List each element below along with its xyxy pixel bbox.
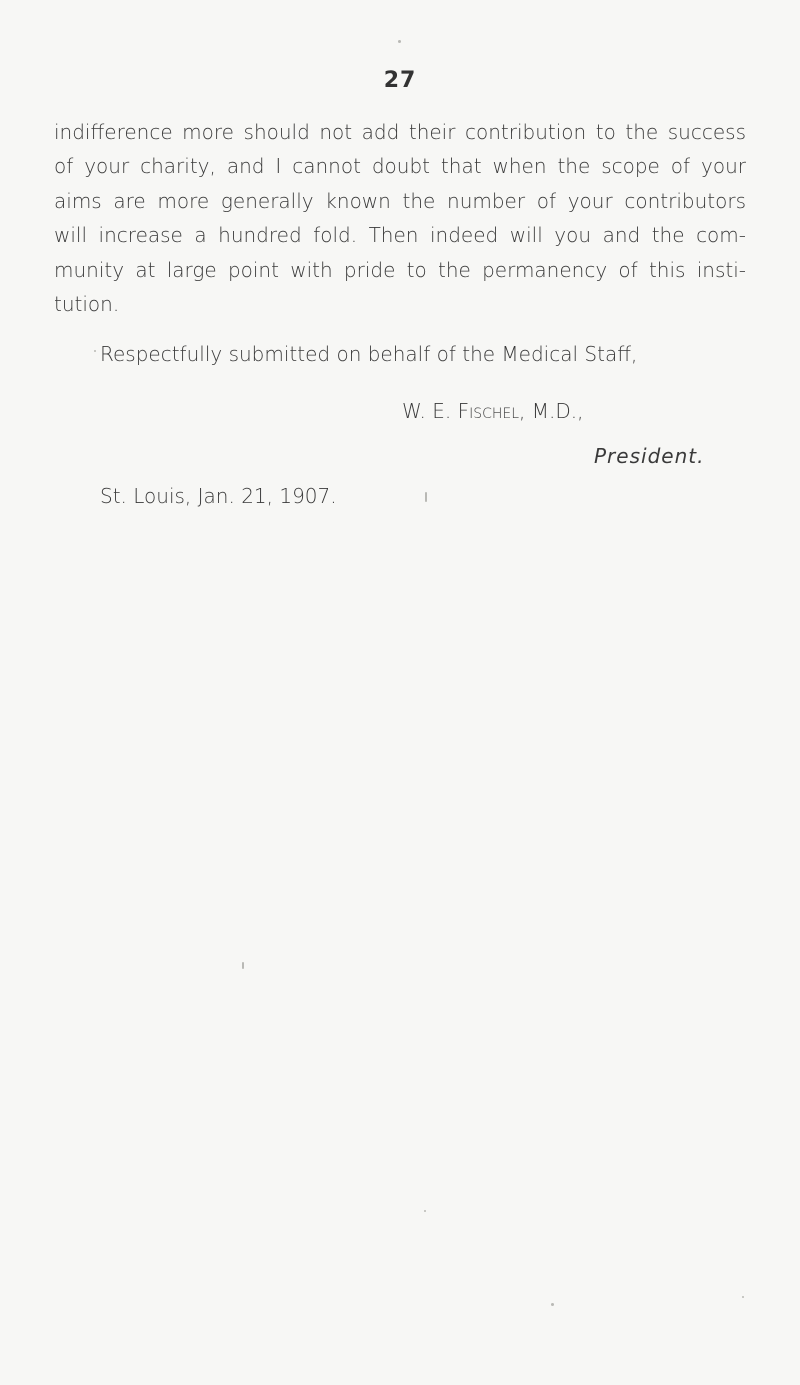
paragraph-line: munity at large point with pride to the permanency of this insti- [54,258,746,282]
scan-speck [424,1210,426,1212]
signatory-initials: W. E. [402,399,452,423]
paragraph-line: aims are more generally known the number of your contributors [54,189,746,213]
scan-speck [742,1296,744,1298]
signature-line [402,397,583,425]
scan-speck [398,40,401,43]
scan-speck [551,1303,554,1306]
page-number: 27 [383,68,417,93]
signatory-surname: Fischel, [457,399,526,423]
scan-speck [425,492,427,502]
paragraph-line: will increase a hundred fold. Then indeed will you and the com- [54,223,746,247]
paragraph-line: tution. [54,292,120,316]
paragraph-line: of your charity, and I cannot doubt that when the scope of your [54,154,746,178]
signatory-title: President. [594,444,705,468]
signatory-degree: M.D., [531,399,584,423]
paragraph-line: indifference more should not add their contribution to the success [54,120,746,144]
dateline: St. Louis, Jan. 21, 1907. [100,484,337,508]
scan-speck [242,962,244,969]
scan-speck [94,350,96,352]
closing-line: Respectfully submitted on behalf of the Medical Staff, [100,342,638,366]
